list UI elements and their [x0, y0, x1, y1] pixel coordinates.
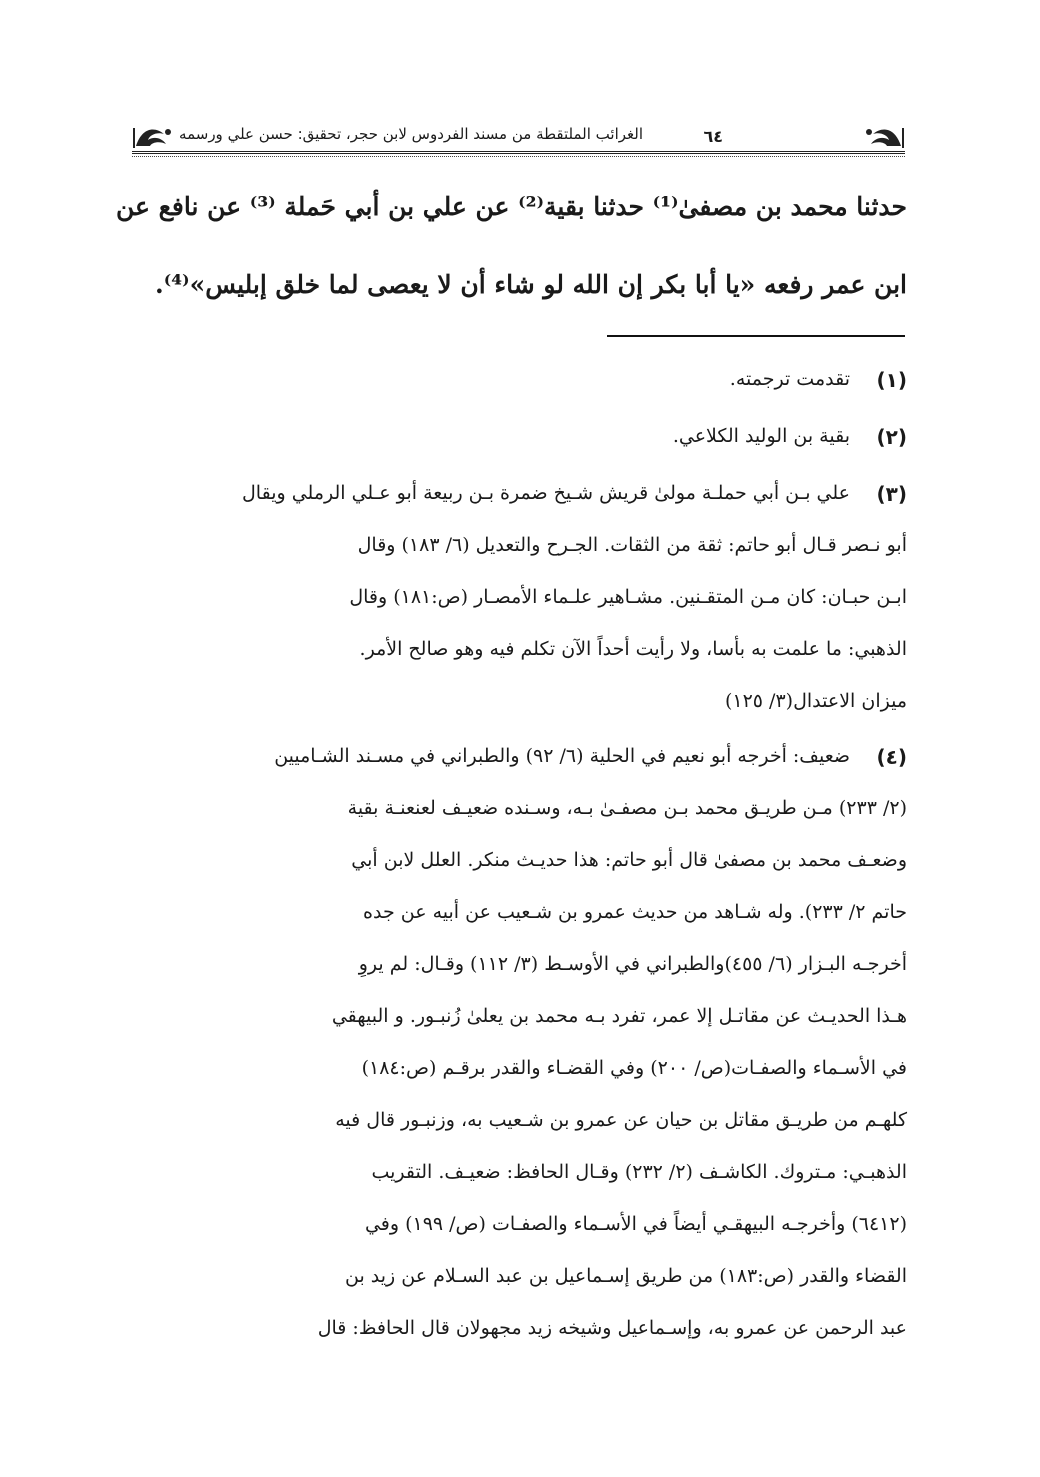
footnote-line: هـذا الحديـث عن مقاتـل إلا عمر، تفرد بـه محمد بن يعلىٰ زُنبـور. و البيهقي — [331, 1005, 907, 1027]
footnote-line: ضعيف: أخرجه أبو نعيم في الحلية (٦/ ٩٢) والطبراني في مسـند الشـاميين — [274, 745, 850, 767]
footnote-line: عبد الرحمن عن عمرو به، وإسـماعيل وشيخه زيد مجهولان قال الحافظ: قال — [317, 1317, 907, 1339]
hadith-line-2: ابن عمر رفعه «يا أبا بكر إن الله لو شاء أن لا يعصى لما خلق إبليس»⁽⁴⁾. — [155, 270, 907, 299]
footnote-line: (٢/ ٢٣٣) مـن طريـق محمد بـن مصفـىٰ بـه، وسـنده ضعيـف لعنعنـة بقية — [347, 797, 907, 819]
footnote-line: كلهـم من طريـق مقاتل بن حيان عن عمرو بن شـعيب به، وزنبـور قال فيه — [335, 1109, 907, 1131]
footnote-line: الذهبـي: مـتروك. الكاشـف (٢/ ٢٣٢) وقـال الحافظ: ضعيـف. التقريب — [371, 1161, 907, 1183]
footnote-line: بقية بن الوليد الكلاعي. — [672, 425, 850, 447]
footnote-line: حاتم ٢/ ٢٣٣). وله شـاهد من حديث عمرو بن شـعيب عن أبيه عن جده — [363, 901, 907, 923]
footnote-line: القضاء والقدر (ص:١٨٣) من طريق إسـماعيل بن عبد السـلام عن زيد بن — [345, 1265, 907, 1287]
footnote-line: أخرجـه البـزار (٦/ ٤٥٥)والطبراني في الأوسـط (٣/ ١١٢) وقـال: لم يروِ — [358, 953, 907, 975]
footnote-line: (٦٤١٢) وأخرجـه البيهقـي أيضاً في الأسـماء والصفـات (ص/ ١٩٩) وفي — [364, 1213, 907, 1235]
running-header — [132, 122, 905, 154]
footnote-number: (٣) — [876, 482, 907, 506]
hadith-line-1: حدثنا محمد بن مصفىٰ⁽¹⁾ حدثنا بقية⁽²⁾ عن علي بن أبي حَملة ⁽³⁾ عن نافع عن — [115, 192, 907, 221]
footnote-line: ميزان الاعتدال(٣/ ١٢٥) — [724, 690, 907, 712]
floral-ornament-icon — [132, 124, 176, 150]
footnote-line: الذهبي: ما علمت به بأسا، ولا رأيت أحداً الآن تكلم فيه وهو صالح الأمر. — [359, 638, 907, 660]
floral-ornament-icon — [861, 124, 905, 150]
footnote-separator — [607, 335, 905, 337]
footnote-line: أبو نـصر قـال أبو حاتم: ثقة من الثقات. الجـرح والتعديل (٦/ ١٨٣) وقال — [357, 534, 907, 556]
header-double-rule — [132, 151, 905, 154]
header-title: الغرائب الملتقطة من مسند الفردوس لابن حجر، تحقيق: حسن علي ورسمه — [179, 125, 643, 143]
footnote-number: (٢) — [876, 425, 907, 449]
footnote-number: (١) — [876, 368, 907, 392]
footnote-line: في الأسـماء والصفـات(ص/ ٢٠٠) وفي القضـاء والقدر برقـم (ص:١٨٤) — [361, 1057, 907, 1079]
footnote-number: (٤) — [876, 745, 907, 769]
footnote-line: تقدمت ترجمته. — [729, 368, 850, 390]
header-dotted-rule — [132, 156, 905, 157]
footnote-line: علي بـن أبي حملـة مولىٰ قريش شـيخ ضمرة بـن ربيعة أبو عـلي الرملي ويقال — [241, 482, 850, 504]
footnote-line: ابـن حبـان: كان مـن المتقـنين. مشـاهير علـماء الأمصـار (ص:١٨١) وقال — [349, 586, 907, 608]
footnote-line: وضعـف محمد بن مصفىٰ قال أبو حاتم: هذا حديـث منكر. العلل لابن أبي — [351, 849, 907, 871]
page-number: ٦٤ — [703, 127, 723, 146]
